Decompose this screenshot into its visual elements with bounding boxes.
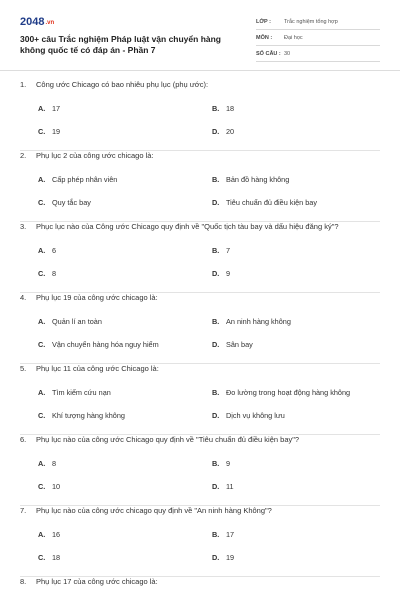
meta-key: LỚP : (256, 19, 271, 25)
answer-option-d[interactable] (212, 411, 285, 420)
option-text: 17 (226, 530, 235, 539)
answer-option-c[interactable] (38, 127, 60, 136)
meta-value: Đại học (284, 35, 303, 41)
option-letter: C. (38, 553, 46, 562)
option-letter: A. (38, 246, 46, 255)
question-prompt: Công ước Chicago có bao nhiêu phụ lục (phụ ước): (36, 80, 209, 89)
option-text: 9 (226, 269, 231, 278)
answer-option-a[interactable] (38, 459, 56, 468)
option-letter: C. (38, 127, 46, 136)
answer-option-a[interactable] (38, 317, 102, 326)
question-number: 7. (20, 506, 27, 515)
option-text: 20 (226, 127, 235, 136)
meta-key: SỐ CÂU : (256, 51, 281, 57)
option-text: 19 (52, 127, 61, 136)
answer-option-b[interactable] (212, 530, 234, 539)
question-number: 5. (20, 364, 27, 373)
question-text (20, 364, 159, 373)
answer-option-a[interactable] (38, 388, 111, 397)
option-letter: C. (38, 340, 46, 349)
question-item (20, 506, 380, 577)
answer-option-c[interactable] (38, 198, 91, 207)
option-text: 9 (226, 459, 231, 468)
option-text: Khí tượng hàng không (52, 411, 125, 420)
question-item (20, 222, 380, 293)
option-letter: C. (38, 269, 46, 278)
question-prompt: Phụ lục 2 của công ước chicago là: (36, 151, 154, 160)
option-letter: A. (38, 317, 46, 326)
option-letter: A. (38, 530, 46, 539)
question-text (20, 80, 208, 89)
option-letter: D. (212, 198, 220, 207)
option-text: Tìm kiếm cứu nạn (52, 388, 111, 397)
meta-row-subject (256, 32, 380, 46)
question-prompt: Phụ lục 11 của công ước Chicago là: (36, 364, 159, 373)
question-text (20, 435, 299, 444)
option-letter: B. (212, 317, 220, 326)
option-letter: D. (212, 411, 220, 420)
question-text (20, 151, 154, 160)
logo-suffix: .vn (45, 20, 55, 26)
answer-option-b[interactable] (212, 175, 289, 184)
question-prompt: Phục lục nào của Công ước Chicago quy định về "Quốc tịch tàu bay và dấu hiệu đăng ký"? (36, 222, 339, 231)
question-item (20, 435, 380, 506)
answer-option-c[interactable] (38, 553, 60, 562)
logo-text: 2048 (20, 16, 45, 28)
question-prompt: Phụ lục nào của công ước chicago quy định về "An ninh hàng Không"? (36, 506, 272, 515)
option-letter: B. (212, 459, 220, 468)
answer-option-c[interactable] (38, 482, 60, 491)
question-item (20, 364, 380, 435)
option-text: Quản lí an toàn (52, 317, 102, 326)
question-number: 8. (20, 577, 27, 586)
option-text: Vận chuyển hàng hóa nguy hiểm (52, 340, 159, 349)
option-text: 7 (226, 246, 231, 255)
option-letter: A. (38, 388, 46, 397)
answer-option-c[interactable] (38, 340, 159, 349)
question-item (20, 80, 380, 151)
answer-option-d[interactable] (212, 127, 234, 136)
question-text (20, 222, 339, 231)
answer-option-d[interactable] (212, 482, 234, 491)
meta-row-class (256, 16, 380, 30)
option-text: 8 (52, 269, 57, 278)
answer-option-a[interactable] (38, 104, 60, 113)
option-letter: B. (212, 530, 220, 539)
option-text: 16 (52, 530, 61, 539)
answer-option-c[interactable] (38, 411, 125, 420)
option-text: Dịch vụ không lưu (226, 411, 285, 420)
option-letter: A. (38, 104, 46, 113)
option-letter: C. (38, 482, 46, 491)
option-text: Đo lường trong hoạt động hàng không (226, 388, 351, 397)
option-letter: A. (38, 175, 46, 184)
question-item (20, 577, 380, 600)
question-text (20, 577, 158, 586)
question-item (20, 293, 380, 364)
option-letter: B. (212, 246, 220, 255)
meta-value: 30 (284, 51, 291, 57)
option-letter: D. (212, 482, 220, 491)
option-text: 19 (226, 553, 235, 562)
question-number: 3. (20, 222, 27, 231)
option-letter: C. (38, 411, 46, 420)
answer-option-a[interactable] (38, 175, 117, 184)
answer-option-b[interactable] (212, 388, 350, 397)
question-item (20, 151, 380, 222)
worksheet-header (20, 14, 380, 66)
option-text: 6 (52, 246, 57, 255)
option-letter: B. (212, 388, 220, 397)
answer-option-c[interactable] (38, 269, 56, 278)
header-divider (0, 70, 400, 71)
answer-option-d[interactable] (212, 553, 234, 562)
question-list (20, 80, 380, 600)
option-letter: C. (38, 198, 46, 207)
option-text: Bản đồ hàng không (226, 175, 290, 184)
option-text: 17 (52, 104, 61, 113)
answer-option-a[interactable] (38, 246, 56, 255)
option-letter: D. (212, 553, 220, 562)
option-text: Tiêu chuẩn đủ điều kiện bay (226, 198, 318, 207)
option-letter: B. (212, 104, 220, 113)
option-text: Sân bay (226, 340, 253, 349)
document-title: 300+ câu Trắc nghiệm Pháp luật vận chuyển hàng không quốc tế có đáp án - Phần 7 (20, 34, 221, 55)
question-number: 6. (20, 435, 27, 444)
meta-key: MÔN : (256, 35, 273, 41)
question-prompt: Phụ lục 17 của công ước chicago là: (36, 577, 158, 586)
question-prompt: Phụ lục 19 của công ước chicago là: (36, 293, 158, 302)
option-text: 10 (52, 482, 61, 491)
option-letter: D. (212, 127, 220, 136)
question-text (20, 293, 158, 302)
option-text: Cấp phép nhân viên (52, 175, 118, 184)
answer-option-d[interactable] (212, 198, 317, 207)
option-letter: D. (212, 340, 220, 349)
option-letter: A. (38, 459, 46, 468)
answer-option-b[interactable] (212, 104, 234, 113)
answer-option-d[interactable] (212, 269, 230, 278)
site-logo[interactable] (20, 16, 54, 28)
answer-option-d[interactable] (212, 340, 253, 349)
option-text: 11 (226, 482, 234, 491)
option-text: Quy tắc bay (52, 198, 91, 207)
option-text: An ninh hàng không (226, 317, 291, 326)
question-number: 4. (20, 293, 27, 302)
meta-panel (256, 16, 380, 64)
option-text: 8 (52, 459, 57, 468)
answer-option-b[interactable] (212, 459, 230, 468)
meta-value: Trắc nghiệm tổng hợp (284, 19, 338, 25)
question-number: 1. (20, 80, 27, 89)
question-prompt: Phụ lục nào của công ước Chicago quy định về "Tiêu chuẩn đủ điều kiện bay"? (36, 435, 300, 444)
option-letter: D. (212, 269, 220, 278)
answer-option-b[interactable] (212, 317, 291, 326)
option-text: 18 (226, 104, 235, 113)
option-letter: B. (212, 175, 220, 184)
answer-option-a[interactable] (38, 530, 60, 539)
meta-row-count (256, 48, 380, 62)
answer-option-b[interactable] (212, 246, 230, 255)
question-text (20, 506, 272, 515)
option-text: 18 (52, 553, 61, 562)
question-number: 2. (20, 151, 27, 160)
